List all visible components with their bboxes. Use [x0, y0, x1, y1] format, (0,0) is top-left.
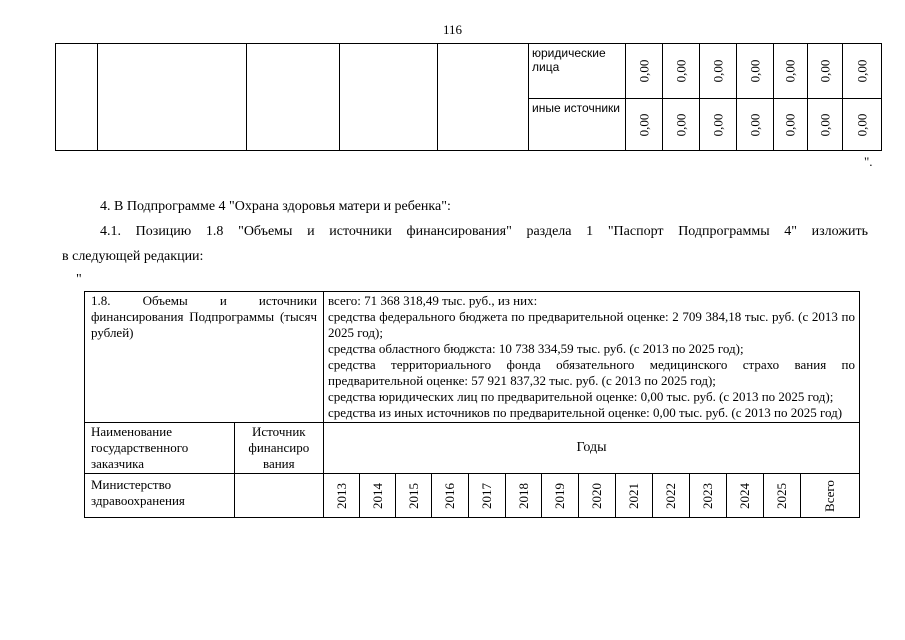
value-cell [626, 99, 663, 151]
value-cell [737, 44, 774, 99]
value-text: 0,00 [673, 113, 688, 136]
year-label: 2024 [737, 482, 752, 509]
value-text: 0,00 [854, 59, 869, 83]
table-row [85, 292, 860, 423]
value-cell [774, 99, 808, 151]
funding-line: средства из иных источников по предварительной оценке: 0,00 тыс. руб. (с 2013 по 2025 год) [328, 405, 843, 420]
value-cell [808, 44, 843, 99]
customer-cell: Министерство здравоохранения [85, 474, 235, 518]
table-row [85, 423, 860, 474]
value-text: 0,00 [747, 59, 762, 83]
value-cell [843, 99, 882, 151]
year-label: 2023 [700, 482, 715, 509]
value-text: 0,00 [673, 59, 688, 83]
year-label: 2025 [774, 482, 789, 509]
empty-cell [340, 44, 438, 151]
year-label: 2022 [663, 482, 678, 509]
funding-line: средства территориального фонда обязательного медицинского страхо вания по предварительной оценке: 57 921 837,32 тыс. руб. (с 2013 по 2025 год); [328, 357, 855, 388]
table-row [85, 474, 860, 518]
value-text: 0,00 [782, 59, 798, 83]
value-text: 0,00 [854, 113, 869, 136]
value-cell [663, 44, 700, 99]
paragraph-4-1-line1: 4.1. Позицию 1.8 "Объемы и источники финансирования" раздела 1 "Паспорт Подпрограммы 4" изложить [100, 224, 868, 239]
year-cell [727, 474, 764, 518]
year-label: 2015 [405, 482, 421, 509]
year-cell [506, 474, 542, 518]
value-cell [737, 99, 774, 151]
funding-text [324, 292, 860, 423]
value-text: 0,00 [782, 113, 798, 136]
funding-line: всего: 71 368 318,49 тыс. руб., из них: [328, 293, 538, 308]
source-cell [234, 474, 323, 518]
year-label: 2013 [333, 482, 349, 509]
total-cell [801, 474, 860, 518]
year-label: 2017 [479, 482, 494, 509]
empty-cell [56, 44, 98, 151]
value-cell [843, 44, 882, 99]
year-cell [764, 474, 801, 518]
value-cell [700, 44, 737, 99]
year-cell [653, 474, 690, 518]
funding-line: средства федерального бюджета по предварительной оценке: 2 709 384,18 тыс. руб. (с 2013 по 2025 год); [328, 309, 855, 340]
value-text: 0,00 [817, 59, 832, 83]
passport-table [84, 291, 860, 518]
row-label-other: иные источники [529, 99, 626, 151]
value-text: 0,00 [747, 113, 762, 136]
year-cell [579, 474, 616, 518]
value-text: 0,00 [710, 59, 725, 83]
passport-item-title: 1.8. Объемы и источники финансирования Подпрограммы (тысяч рублей) [85, 292, 324, 423]
value-cell [774, 44, 808, 99]
funding-line: средства областного бюджста: 10 738 334,59 тыс. руб. (с 2013 по 2025 год); [328, 341, 744, 356]
year-cell [396, 474, 432, 518]
page-number: 116 [442, 22, 463, 37]
paragraph-section-4: 4. В Подпрограмме 4 "Охрана здоровья матери и ребенка": [100, 199, 451, 214]
column-header-years: Годы [324, 423, 860, 474]
empty-cell [247, 44, 340, 151]
value-text: 0,00 [636, 113, 651, 136]
empty-cell [98, 44, 247, 151]
total-label: Всего [821, 479, 837, 512]
value-cell [808, 99, 843, 151]
empty-cell [438, 44, 529, 151]
year-label: 2014 [369, 482, 385, 509]
year-cell [690, 474, 727, 518]
continuation-table [55, 43, 882, 151]
year-cell [432, 474, 469, 518]
row-label-legal: юридические лица [529, 44, 626, 99]
value-cell [626, 44, 663, 99]
year-label: 2019 [552, 482, 567, 509]
closing-quote: ". [864, 154, 873, 169]
table-row [56, 44, 882, 99]
column-header-customer: Наименование государственного заказчика [85, 423, 235, 474]
year-label: 2018 [515, 482, 531, 509]
open-quote: " [76, 272, 82, 287]
year-label: 2020 [589, 482, 604, 509]
value-text: 0,00 [710, 113, 725, 136]
column-header-source: Источник финансиро вания [234, 423, 323, 474]
year-label: 2021 [626, 482, 641, 509]
value-cell [663, 99, 700, 151]
year-cell [469, 474, 506, 518]
funding-line: средства юридических лиц по предварительной оценке: 0,00 тыс. руб. (с 2013 по 2025 год); [328, 389, 834, 404]
paragraph-4-1-line2: в следующей редакции: [62, 249, 204, 264]
value-text: 0,00 [817, 113, 832, 136]
year-cell [542, 474, 579, 518]
year-cell [616, 474, 653, 518]
year-cell [360, 474, 396, 518]
value-cell [700, 99, 737, 151]
year-label: 2016 [442, 482, 457, 509]
value-text: 0,00 [636, 59, 651, 83]
year-cell [324, 474, 360, 518]
